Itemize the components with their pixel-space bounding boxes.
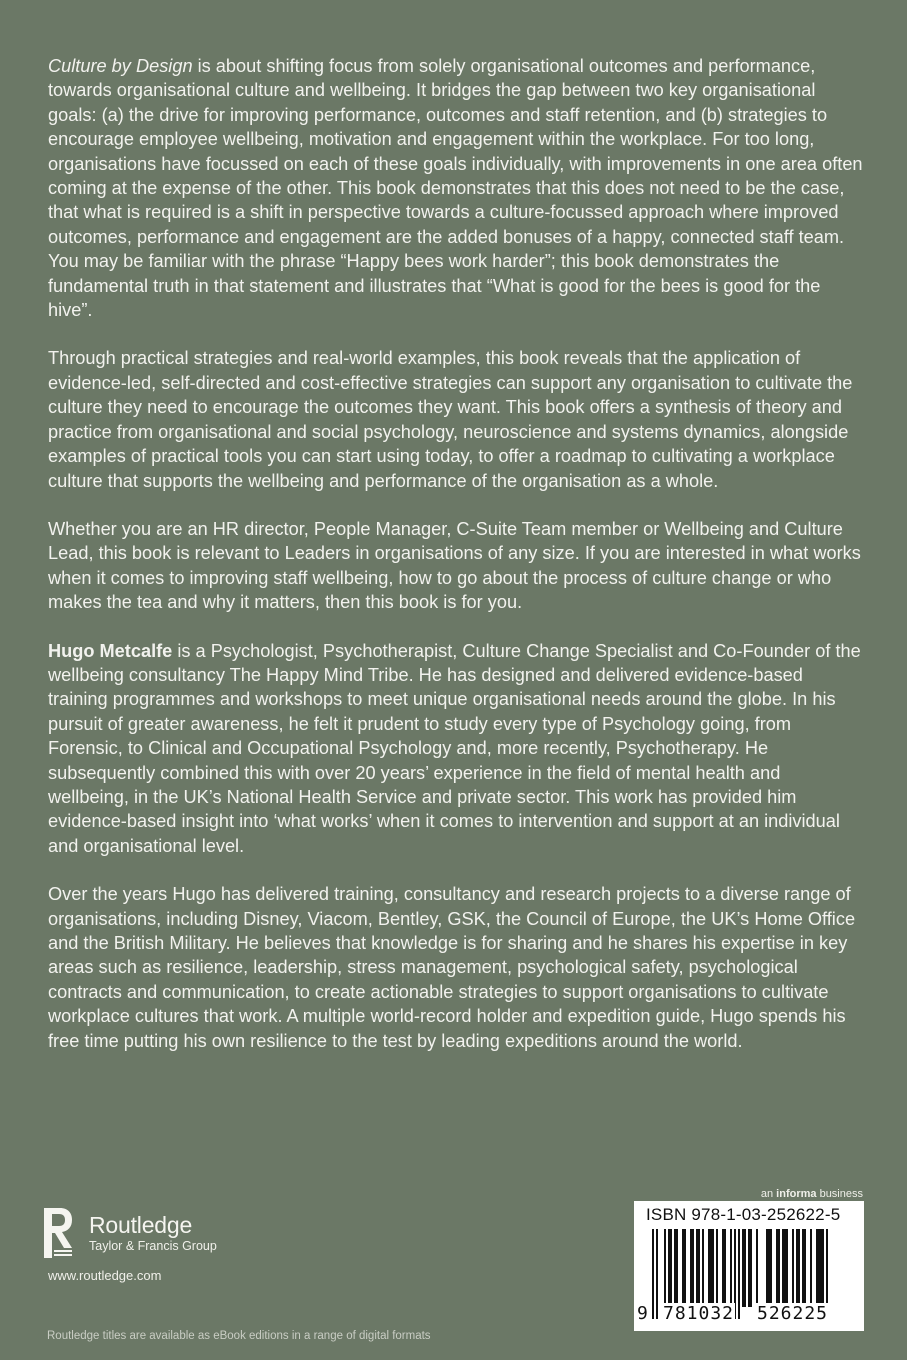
ebook-note: Routledge titles are available as eBook editions in a range of digital formats bbox=[47, 1330, 431, 1342]
publisher-block bbox=[44, 1208, 344, 1298]
barcode-bar bbox=[784, 1229, 786, 1307]
barcode-bar bbox=[820, 1229, 822, 1307]
barcode-bar bbox=[770, 1229, 772, 1307]
barcode-bar bbox=[738, 1229, 740, 1319]
barcode-digits-left: 781032 bbox=[663, 1303, 735, 1324]
barcode-bar bbox=[748, 1229, 750, 1307]
barcode-bar bbox=[716, 1229, 718, 1307]
blurb-paragraph-2: Through practical strategies and real-world examples, this book reveals that the application of evidence-led, self-directed and cost-effective strategies can support any organisation to cultivate the culture they need to encourage the outcomes they want. This book offers a synthesis of theory and practice from organisational and social psychology, neuroscience and systems dynamics, alongside examples of practical tools you can start using today, to offer a roadmap to cultivating a workplace culture that supports the wellbeing and performance of the organisation as a whole. bbox=[48, 348, 853, 491]
barcode-bar bbox=[804, 1229, 806, 1307]
author-bio-paragraph-1: Hugo Metcalfe is a Psychologist, Psychotherapist, Culture Change Specialist and Co-Founder of the wellbeing consultancy The Happy Mind Tribe. He has designed and delivered evidence-based training programmes and workshops to meet unique organisational needs around the globe. In his pursuit of greater awareness, he felt it prudent to study every type of Psychology going, from Forensic, to Clinical and Occupational Psychology and, more recently, Psychotherapy. He subsequently combined this with over 20 years’ experience in the field of mental health and wellbeing, in the UK’s National Health Service and private sector. This work has provided him evidence-based insight into ‘what works’ when it comes to intervention and support at an individual and organisational level. bbox=[48, 640, 861, 856]
barcode-bar bbox=[818, 1229, 820, 1307]
barcode-bar bbox=[712, 1229, 714, 1307]
barcode-bar bbox=[776, 1229, 778, 1307]
barcode-bar bbox=[724, 1229, 726, 1307]
publisher-name: Routledge bbox=[89, 1212, 193, 1238]
barcode-bar bbox=[730, 1229, 732, 1307]
barcode-bar bbox=[766, 1229, 768, 1307]
back-cover-blurb bbox=[48, 54, 866, 1077]
blurb-paragraph-1: Culture by Design is about shifting focus from solely organisational outcomes and performance, towards organisational culture and wellbeing. It bridges the gap between two key organisational goals: (a) the drive for improving performance, outcomes and staff retention, and (b) strategies to encourage employee wellbeing, motivation and engagement within the workplace. For too long, organisations have focussed on each of these goals individually, with improvements in one area often coming at the expense of the other. This book demonstrates that this does not need to be the case, that what is required is a shift in perspective towards a culture-focussed approach where improved outcomes, performance and engagement are the added bonuses of a happy, connected staff team. You may be familiar with the phrase “Happy bees work harder”; this book demonstrates the fundamental truth in that statement and illustrates that “What is good for the bees is good for the hive”. bbox=[48, 56, 863, 321]
barcode-bar bbox=[676, 1229, 678, 1307]
isbn-label: ISBN 978-1-03-252622-5 bbox=[646, 1205, 841, 1224]
publisher-group: Taylor & Francis Group bbox=[89, 1239, 217, 1253]
author-bio-paragraph-2: Over the years Hugo has delivered training, consultancy and research projects to a diverse range of organisations, including Disney, Viacom, Bentley, GSK, the Council of Europe, the UK’s Home Office and the British Military. He believes that knowledge is for sharing and he shares his expertise in key areas such as resilience, leadership, stress management, psychological safety, psychological contracts and communication, to create actionable strategies to support organisations to cultivate workplace cultures that work. A multiple world-record holder and expedition guide, Hugo spends his free time putting his own resilience to the test by leading expeditions around the world. bbox=[48, 884, 856, 1051]
barcode-bar bbox=[664, 1229, 666, 1307]
barcode-bar bbox=[702, 1229, 704, 1307]
barcode-digits-right: 526225 bbox=[757, 1303, 829, 1324]
isbn-barcode bbox=[634, 1201, 864, 1331]
barcode-bar bbox=[796, 1229, 798, 1307]
barcode-bar bbox=[816, 1229, 818, 1307]
barcode-bar bbox=[768, 1229, 770, 1307]
barcode-bar bbox=[696, 1229, 698, 1307]
routledge-r-icon bbox=[44, 1208, 72, 1258]
barcode-bar bbox=[692, 1229, 694, 1307]
barcode-bar bbox=[778, 1229, 780, 1307]
barcode-bar bbox=[668, 1229, 670, 1307]
barcode-digit-first: 9 bbox=[637, 1303, 648, 1324]
barcode-bar bbox=[682, 1229, 684, 1307]
barcode-bar bbox=[750, 1229, 752, 1307]
barcode-bar bbox=[722, 1229, 724, 1307]
barcode-bar bbox=[742, 1229, 744, 1307]
barcode-bar bbox=[744, 1229, 746, 1307]
informa-brand: informa bbox=[776, 1188, 817, 1200]
barcode-bar bbox=[810, 1229, 812, 1307]
barcode-bar bbox=[652, 1229, 654, 1319]
barcode-bar bbox=[802, 1229, 804, 1307]
barcode-bar bbox=[782, 1229, 784, 1307]
barcode-bar bbox=[798, 1229, 800, 1307]
barcode-bar bbox=[656, 1229, 658, 1319]
blurb-paragraph-3: Whether you are an HR director, People Manager, C-Suite Team member or Wellbeing and Culture Lead, this book is relevant to Leaders in organisations of any size. If you are interested in what works when it comes to improving staff wellbeing, how to go about the process of culture change or who makes the tea and why it matters, then this book is for you. bbox=[48, 518, 861, 613]
barcode-bar bbox=[684, 1229, 686, 1307]
barcode-bar bbox=[792, 1229, 794, 1307]
barcode-bar bbox=[698, 1229, 700, 1307]
barcode-bar bbox=[674, 1229, 676, 1307]
informa-business-tag: an informa business bbox=[760, 1188, 863, 1200]
barcode-bar bbox=[710, 1229, 712, 1307]
barcode-bar bbox=[690, 1229, 692, 1307]
publisher-url: www.routledge.com bbox=[48, 1268, 162, 1283]
barcode-bar bbox=[670, 1229, 672, 1307]
barcode-bar bbox=[708, 1229, 710, 1307]
barcode-bar bbox=[756, 1229, 758, 1307]
barcode-bar bbox=[786, 1229, 788, 1307]
book-title-italic: Culture by Design bbox=[48, 56, 193, 76]
author-name: Hugo Metcalfe bbox=[48, 640, 173, 661]
